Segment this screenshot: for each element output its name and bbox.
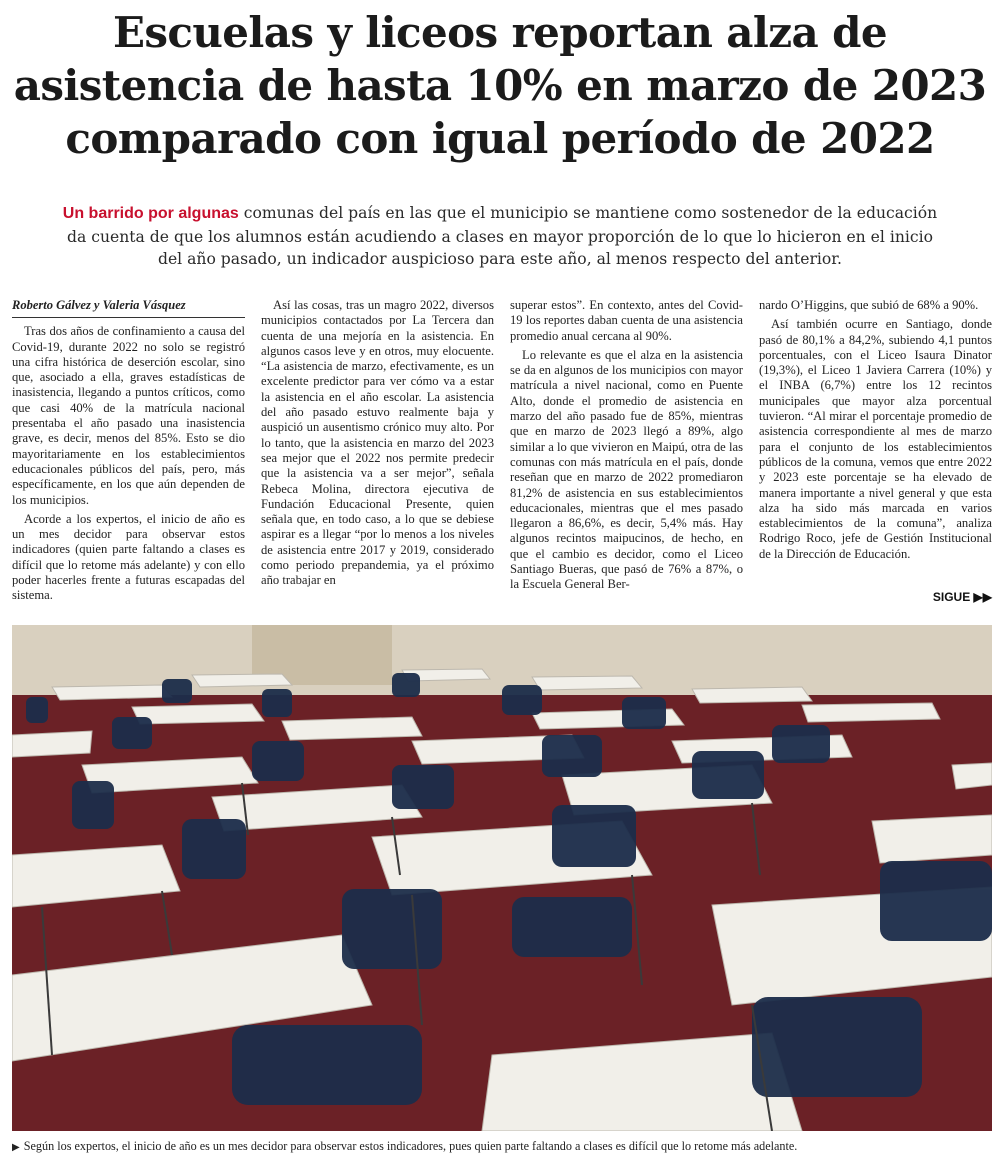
lead-text: comunas del país en las que el municipio se mantiene como sostenedor de la educación da cuenta de que los alumnos están acudiendo a clases en mayor proporción de lo que lo hicieron en el inicio del año pasado, un indicador auspicioso para este año, al menos respecto del anterior.: [67, 204, 938, 268]
col4-paragraph-1: nardo O’Higgins, que subió de 68% a 90%.: [759, 298, 979, 312]
lead-paragraph: [60, 202, 940, 271]
photo-caption: [12, 1139, 992, 1154]
article-column-3: [510, 298, 743, 597]
article-column-1: [12, 298, 245, 608]
headline-line-2: asistencia de hasta 10% en marzo de 2023: [13, 61, 987, 110]
headline: [0, 6, 1000, 165]
caption-arrow-icon: ▶: [12, 1142, 20, 1153]
col1-paragraph-1: Tras dos años de confinamiento a causa del Covid-19, durante 2022 no solo se registró una cifra histórica de deserción escolar, sino que, asociado a ella, graves estadísticas de inasistencia, llegando a puntos críticos, como que casi 40% de la matrícula nacional presentaba el año pasado una inasistencia grave, es decir, menos del 85%. Esto se dio mayoritariamente en los establecimientos educacionales públicos del país, pero, más específicamente, en los que aún dependen de los municipios.: [12, 324, 245, 507]
continue-link[interactable]: SIGUE ▶▶: [932, 590, 992, 604]
article-column-4: [759, 298, 992, 566]
classroom-photo: [12, 625, 992, 1131]
lead-kicker: Un barrido por algunas: [62, 205, 239, 222]
headline-line-3: comparado con igual período de 2022: [65, 114, 935, 163]
byline: Roberto Gálvez y Valeria Vásquez: [12, 298, 245, 318]
col3-paragraph-1: superar estos”. En contexto, antes del Covid-19 los reportes daban cuenta de una asistencia promedio anual cercana al 90%.: [510, 298, 743, 343]
col1-paragraph-2: Acorde a los expertos, el inicio de año es un mes decidor para observar estos indicadores (quien parte faltando a clases es difícil que lo retome más adelante) y con ello poder hacerles frente a futuras escapadas del sistema.: [12, 511, 245, 603]
col2-paragraph-1: Así las cosas, tras un magro 2022, diversos municipios contactados por La Tercera dan cuenta de una mejoría en la asistencia. En algunos casos leve y en otros, muy elocuente. “La asistencia de marzo, efectivamente, es un excelente predictor para ver cómo va a estar la asistencia en el año escolar. La asistencia del año pasado estuvo realmente baja y auspició un ausentismo crónico muy alto. Por lo tanto, que la asistencia en marzo del 2023 sea mejor que el 2022 nos permite predecir que la asistencia va a ser mejor”, señala Rebeca Molina, directora ejecutiva de Fundación Educacional Presente, quien señala que, en todo caso, a lo que se debiese aspirar es a llegar “por lo menos a los niveles de asistencia entre 2017 y 2019, considerado como periodo prepandemia, ya el próximo año trabajar en: [261, 298, 494, 588]
caption-text: Según los expertos, el inicio de año es un mes decidor para observar estos indicadores, pues quien parte faltando a clases es difícil que lo retome más adelante.: [23, 1139, 798, 1153]
classroom-desks-illustration: [12, 625, 992, 1131]
headline-line-1: Escuelas y liceos reportan alza de: [112, 8, 888, 57]
article-column-2: [261, 298, 494, 593]
col3-paragraph-2: Lo relevante es que el alza en la asistencia se da en algunos de los municipios con mayor matrícula a nivel nacional, como en Puente Alto, donde el promedio de asistencia en marzo del año pasado fue de 85%, mientras que en marzo de 2023 llegó a 89%, algo similar a lo que vivieron en Maipú, otra de las comunas con más matrícula en el país, donde reseñan que en marzo de 2022 promediaron 81,2% de asistencia en sus establecimientos educacionales, mientras que el mes pasado llegaron a 86,6%, es decir, 5,4% más. Hay algunos recintos maipucinos, de hecho, en que el cambio es decidor, como el Liceo Santiago Bueras, que pasó de 76% a 87%, o la Escuela General Ber-: [510, 347, 743, 592]
col4-paragraph-2: Así también ocurre en Santiago, donde pasó de 80,1% a 84,2%, subiendo 4,1 puntos porcentuales, con el Liceo Isaura Dinator (19,3%), el Liceo 1 Javiera Carrera (10%) y el INBA (6,7%) entre los 12 recintos municipales que mayor alza porcentual tuvieron. “Al mirar el porcentaje promedio de asistencia correspondiente al mes de marzo para el conjunto de los establecimientos públicos de la comuna, vemos que entre 2022 y 2023 este porcentaje se ha elevado de manera importante a nivel general y que esta alza ha sido más marcada en varios establecimientos de la comuna”, analiza Rodrigo Roco, jefe de Gestión Institucional de la Dirección de Educación.: [759, 317, 992, 561]
